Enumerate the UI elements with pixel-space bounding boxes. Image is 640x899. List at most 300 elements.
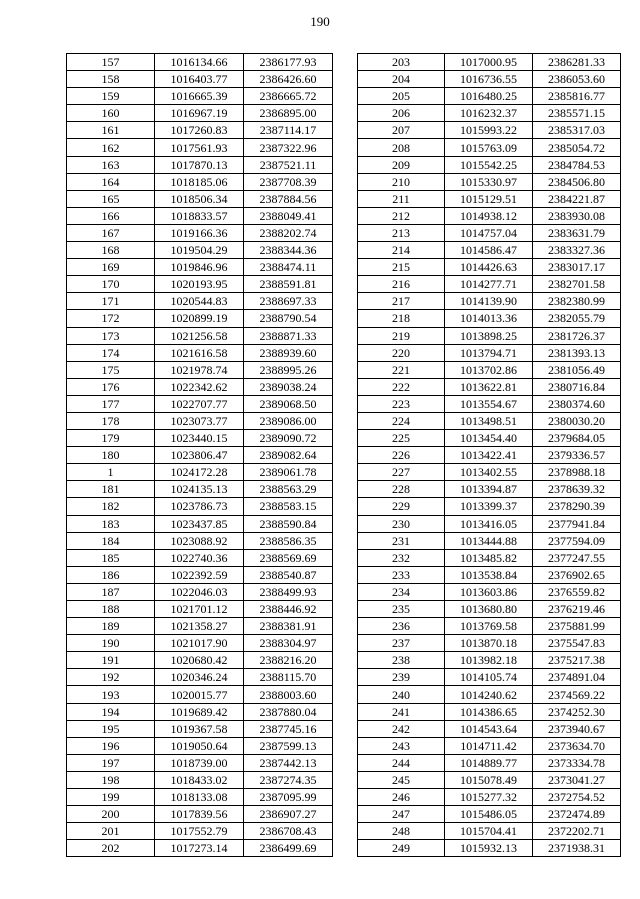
table-row bbox=[358, 806, 621, 823]
point-number-cell: 247 bbox=[358, 806, 445, 823]
table-row bbox=[67, 88, 333, 105]
point-number-cell: 208 bbox=[358, 139, 445, 156]
y-coordinate-cell: 2383327.36 bbox=[533, 242, 621, 259]
table-row bbox=[358, 635, 621, 652]
x-coordinate-cell: 1014543.64 bbox=[445, 720, 533, 737]
x-coordinate-cell: 1015277.32 bbox=[445, 789, 533, 806]
table-row bbox=[67, 139, 333, 156]
point-number-cell: 233 bbox=[358, 566, 445, 583]
x-coordinate-cell: 1017870.13 bbox=[155, 156, 244, 173]
page-number: 190 bbox=[310, 14, 330, 29]
point-number-cell: 239 bbox=[358, 669, 445, 686]
x-coordinate-cell: 1024172.28 bbox=[155, 464, 244, 481]
x-coordinate-cell: 1019166.36 bbox=[155, 224, 244, 241]
x-coordinate-cell: 1023437.85 bbox=[155, 515, 244, 532]
point-number-cell: 221 bbox=[358, 361, 445, 378]
y-coordinate-cell: 2388344.36 bbox=[244, 242, 333, 259]
table-row bbox=[67, 71, 333, 88]
point-number-cell: 197 bbox=[67, 754, 155, 771]
point-number-cell: 195 bbox=[67, 720, 155, 737]
table-row bbox=[358, 122, 621, 139]
table-row bbox=[67, 498, 333, 515]
y-coordinate-cell: 2372474.89 bbox=[533, 806, 621, 823]
y-coordinate-cell: 2389082.64 bbox=[244, 447, 333, 464]
point-number-cell: 245 bbox=[358, 771, 445, 788]
y-coordinate-cell: 2386708.43 bbox=[244, 823, 333, 840]
table-row bbox=[67, 618, 333, 635]
x-coordinate-cell: 1022342.62 bbox=[155, 378, 244, 395]
table-row bbox=[67, 276, 333, 293]
x-coordinate-cell: 1020193.95 bbox=[155, 276, 244, 293]
y-coordinate-cell: 2387114.17 bbox=[244, 122, 333, 139]
table-row bbox=[358, 173, 621, 190]
table-row bbox=[67, 156, 333, 173]
y-coordinate-cell: 2382380.99 bbox=[533, 293, 621, 310]
table-row bbox=[67, 789, 333, 806]
table-row bbox=[358, 583, 621, 600]
y-coordinate-cell: 2386499.69 bbox=[244, 840, 333, 857]
y-coordinate-cell: 2382055.79 bbox=[533, 310, 621, 327]
table-row bbox=[358, 259, 621, 276]
table-row bbox=[358, 464, 621, 481]
y-coordinate-cell: 2385816.77 bbox=[533, 88, 621, 105]
point-number-cell: 203 bbox=[358, 54, 445, 71]
y-coordinate-cell: 2380374.60 bbox=[533, 395, 621, 412]
point-number-cell: 182 bbox=[67, 498, 155, 515]
table-row bbox=[67, 771, 333, 788]
y-coordinate-cell: 2385571.15 bbox=[533, 105, 621, 122]
table-row bbox=[67, 207, 333, 224]
y-coordinate-cell: 2378639.32 bbox=[533, 481, 621, 498]
point-number-cell: 196 bbox=[67, 737, 155, 754]
table-row bbox=[67, 635, 333, 652]
table-row bbox=[67, 806, 333, 823]
point-number-cell: 191 bbox=[67, 652, 155, 669]
y-coordinate-cell: 2376559.82 bbox=[533, 583, 621, 600]
table-row bbox=[67, 583, 333, 600]
table-row bbox=[67, 173, 333, 190]
point-number-cell: 209 bbox=[358, 156, 445, 173]
y-coordinate-cell: 2386053.60 bbox=[533, 71, 621, 88]
point-number-cell: 158 bbox=[67, 71, 155, 88]
x-coordinate-cell: 1014386.65 bbox=[445, 703, 533, 720]
table-row bbox=[358, 737, 621, 754]
x-coordinate-cell: 1013622.81 bbox=[445, 378, 533, 395]
y-coordinate-cell: 2387745.16 bbox=[244, 720, 333, 737]
x-coordinate-cell: 1017561.93 bbox=[155, 139, 244, 156]
point-number-cell: 181 bbox=[67, 481, 155, 498]
point-number-cell: 249 bbox=[358, 840, 445, 857]
y-coordinate-cell: 2387708.39 bbox=[244, 173, 333, 190]
point-number-cell: 160 bbox=[67, 105, 155, 122]
y-coordinate-cell: 2377247.55 bbox=[533, 549, 621, 566]
table-row bbox=[67, 378, 333, 395]
table-row bbox=[67, 566, 333, 583]
point-number-cell: 174 bbox=[67, 344, 155, 361]
y-coordinate-cell: 2389068.50 bbox=[244, 395, 333, 412]
y-coordinate-cell: 2383017.17 bbox=[533, 259, 621, 276]
point-number-cell: 190 bbox=[67, 635, 155, 652]
table-row bbox=[358, 720, 621, 737]
table-row bbox=[358, 789, 621, 806]
table-row bbox=[67, 703, 333, 720]
table-row bbox=[358, 190, 621, 207]
y-coordinate-cell: 2388995.26 bbox=[244, 361, 333, 378]
y-coordinate-cell: 2377594.09 bbox=[533, 532, 621, 549]
table-row bbox=[67, 54, 333, 71]
x-coordinate-cell: 1019367.58 bbox=[155, 720, 244, 737]
table-row bbox=[67, 481, 333, 498]
x-coordinate-cell: 1015763.09 bbox=[445, 139, 533, 156]
x-coordinate-cell: 1013416.05 bbox=[445, 515, 533, 532]
x-coordinate-cell: 1018433.02 bbox=[155, 771, 244, 788]
point-number-cell: 212 bbox=[358, 207, 445, 224]
y-coordinate-cell: 2374252.30 bbox=[533, 703, 621, 720]
x-coordinate-cell: 1013538.84 bbox=[445, 566, 533, 583]
y-coordinate-cell: 2378988.18 bbox=[533, 464, 621, 481]
x-coordinate-cell: 1014240.62 bbox=[445, 686, 533, 703]
table-row bbox=[358, 105, 621, 122]
point-number-cell: 235 bbox=[358, 601, 445, 618]
coordinates-table-left bbox=[66, 53, 333, 857]
point-number-cell: 162 bbox=[67, 139, 155, 156]
point-number-cell: 192 bbox=[67, 669, 155, 686]
table-row bbox=[358, 276, 621, 293]
x-coordinate-cell: 1016480.25 bbox=[445, 88, 533, 105]
coordinates-table-right bbox=[357, 53, 621, 857]
point-number-cell: 189 bbox=[67, 618, 155, 635]
point-number-cell: 163 bbox=[67, 156, 155, 173]
x-coordinate-cell: 1019504.29 bbox=[155, 242, 244, 259]
point-number-cell: 207 bbox=[358, 122, 445, 139]
table-row bbox=[358, 430, 621, 447]
point-number-cell: 164 bbox=[67, 173, 155, 190]
point-number-cell: 186 bbox=[67, 566, 155, 583]
table-row bbox=[67, 105, 333, 122]
x-coordinate-cell: 1015129.51 bbox=[445, 190, 533, 207]
x-coordinate-cell: 1016665.39 bbox=[155, 88, 244, 105]
x-coordinate-cell: 1013444.88 bbox=[445, 532, 533, 549]
x-coordinate-cell: 1020680.42 bbox=[155, 652, 244, 669]
point-number-cell: 214 bbox=[358, 242, 445, 259]
table-row bbox=[358, 207, 621, 224]
point-number-cell: 232 bbox=[358, 549, 445, 566]
point-number-cell: 157 bbox=[67, 54, 155, 71]
point-number-cell: 180 bbox=[67, 447, 155, 464]
y-coordinate-cell: 2388049.41 bbox=[244, 207, 333, 224]
x-coordinate-cell: 1018833.57 bbox=[155, 207, 244, 224]
x-coordinate-cell: 1015078.49 bbox=[445, 771, 533, 788]
x-coordinate-cell: 1015993.22 bbox=[445, 122, 533, 139]
table-row bbox=[358, 686, 621, 703]
point-number-cell: 240 bbox=[358, 686, 445, 703]
y-coordinate-cell: 2388871.33 bbox=[244, 327, 333, 344]
y-coordinate-cell: 2371938.31 bbox=[533, 840, 621, 857]
x-coordinate-cell: 1019689.42 bbox=[155, 703, 244, 720]
point-number-cell: 238 bbox=[358, 652, 445, 669]
y-coordinate-cell: 2388563.29 bbox=[244, 481, 333, 498]
y-coordinate-cell: 2384221.87 bbox=[533, 190, 621, 207]
point-number-cell: 205 bbox=[358, 88, 445, 105]
y-coordinate-cell: 2374569.22 bbox=[533, 686, 621, 703]
table-row bbox=[358, 71, 621, 88]
table-row bbox=[358, 840, 621, 857]
x-coordinate-cell: 1014889.77 bbox=[445, 754, 533, 771]
y-coordinate-cell: 2388499.93 bbox=[244, 583, 333, 600]
point-number-cell: 231 bbox=[358, 532, 445, 549]
table-row bbox=[358, 54, 621, 71]
table-row bbox=[358, 139, 621, 156]
x-coordinate-cell: 1020544.83 bbox=[155, 293, 244, 310]
table-row bbox=[67, 601, 333, 618]
y-coordinate-cell: 2386177.93 bbox=[244, 54, 333, 71]
y-coordinate-cell: 2388583.15 bbox=[244, 498, 333, 515]
y-coordinate-cell: 2388591.81 bbox=[244, 276, 333, 293]
point-number-cell: 244 bbox=[358, 754, 445, 771]
point-number-cell: 175 bbox=[67, 361, 155, 378]
x-coordinate-cell: 1021978.74 bbox=[155, 361, 244, 378]
table-row bbox=[358, 412, 621, 429]
coordinates-table-right-body bbox=[358, 54, 621, 857]
x-coordinate-cell: 1015932.13 bbox=[445, 840, 533, 857]
point-number-cell: 168 bbox=[67, 242, 155, 259]
table-row bbox=[358, 447, 621, 464]
x-coordinate-cell: 1015542.25 bbox=[445, 156, 533, 173]
x-coordinate-cell: 1014711.42 bbox=[445, 737, 533, 754]
table-row bbox=[67, 447, 333, 464]
table-row bbox=[67, 344, 333, 361]
y-coordinate-cell: 2373334.78 bbox=[533, 754, 621, 771]
y-coordinate-cell: 2389090.72 bbox=[244, 430, 333, 447]
x-coordinate-cell: 1024135.13 bbox=[155, 481, 244, 498]
point-number-cell: 201 bbox=[67, 823, 155, 840]
table-row bbox=[67, 754, 333, 771]
point-number-cell: 178 bbox=[67, 412, 155, 429]
y-coordinate-cell: 2388446.92 bbox=[244, 601, 333, 618]
table-row bbox=[67, 122, 333, 139]
y-coordinate-cell: 2378290.39 bbox=[533, 498, 621, 515]
x-coordinate-cell: 1013769.58 bbox=[445, 618, 533, 635]
point-number-cell: 170 bbox=[67, 276, 155, 293]
x-coordinate-cell: 1013485.82 bbox=[445, 549, 533, 566]
x-coordinate-cell: 1017273.14 bbox=[155, 840, 244, 857]
table-row bbox=[67, 395, 333, 412]
y-coordinate-cell: 2379336.57 bbox=[533, 447, 621, 464]
table-row bbox=[67, 840, 333, 857]
x-coordinate-cell: 1018739.00 bbox=[155, 754, 244, 771]
x-coordinate-cell: 1021358.27 bbox=[155, 618, 244, 635]
x-coordinate-cell: 1023073.77 bbox=[155, 412, 244, 429]
point-number-cell: 166 bbox=[67, 207, 155, 224]
table-row bbox=[67, 242, 333, 259]
table-row bbox=[358, 823, 621, 840]
y-coordinate-cell: 2380716.84 bbox=[533, 378, 621, 395]
y-coordinate-cell: 2386426.60 bbox=[244, 71, 333, 88]
y-coordinate-cell: 2380030.20 bbox=[533, 412, 621, 429]
y-coordinate-cell: 2386895.00 bbox=[244, 105, 333, 122]
point-number-cell: 243 bbox=[358, 737, 445, 754]
table-row bbox=[358, 652, 621, 669]
point-number-cell: 1 bbox=[67, 464, 155, 481]
y-coordinate-cell: 2388790.54 bbox=[244, 310, 333, 327]
point-number-cell: 246 bbox=[358, 789, 445, 806]
table-row bbox=[67, 823, 333, 840]
point-number-cell: 206 bbox=[358, 105, 445, 122]
x-coordinate-cell: 1020899.19 bbox=[155, 310, 244, 327]
table-row bbox=[358, 88, 621, 105]
table-row bbox=[67, 737, 333, 754]
table-row bbox=[358, 549, 621, 566]
point-number-cell: 241 bbox=[358, 703, 445, 720]
table-row bbox=[67, 259, 333, 276]
table-row bbox=[67, 293, 333, 310]
x-coordinate-cell: 1013603.86 bbox=[445, 583, 533, 600]
table-row bbox=[67, 310, 333, 327]
table-row bbox=[358, 378, 621, 395]
table-row bbox=[67, 464, 333, 481]
x-coordinate-cell: 1013422.41 bbox=[445, 447, 533, 464]
point-number-cell: 165 bbox=[67, 190, 155, 207]
point-number-cell: 173 bbox=[67, 327, 155, 344]
x-coordinate-cell: 1016736.55 bbox=[445, 71, 533, 88]
y-coordinate-cell: 2385317.03 bbox=[533, 122, 621, 139]
table-row bbox=[358, 498, 621, 515]
point-number-cell: 177 bbox=[67, 395, 155, 412]
table-row bbox=[358, 618, 621, 635]
y-coordinate-cell: 2387880.04 bbox=[244, 703, 333, 720]
table-row bbox=[67, 532, 333, 549]
x-coordinate-cell: 1016134.66 bbox=[155, 54, 244, 71]
y-coordinate-cell: 2375881.99 bbox=[533, 618, 621, 635]
table-row bbox=[358, 601, 621, 618]
point-number-cell: 184 bbox=[67, 532, 155, 549]
table-row bbox=[67, 669, 333, 686]
table-row bbox=[358, 669, 621, 686]
y-coordinate-cell: 2387274.35 bbox=[244, 771, 333, 788]
x-coordinate-cell: 1020015.77 bbox=[155, 686, 244, 703]
y-coordinate-cell: 2388474.11 bbox=[244, 259, 333, 276]
x-coordinate-cell: 1014426.63 bbox=[445, 259, 533, 276]
x-coordinate-cell: 1013394.87 bbox=[445, 481, 533, 498]
x-coordinate-cell: 1019846.96 bbox=[155, 259, 244, 276]
table-row bbox=[358, 156, 621, 173]
point-number-cell: 172 bbox=[67, 310, 155, 327]
y-coordinate-cell: 2376219.46 bbox=[533, 601, 621, 618]
x-coordinate-cell: 1021701.12 bbox=[155, 601, 244, 618]
x-coordinate-cell: 1018506.34 bbox=[155, 190, 244, 207]
table-row bbox=[358, 395, 621, 412]
x-coordinate-cell: 1014277.71 bbox=[445, 276, 533, 293]
x-coordinate-cell: 1023786.73 bbox=[155, 498, 244, 515]
point-number-cell: 226 bbox=[358, 447, 445, 464]
point-number-cell: 198 bbox=[67, 771, 155, 788]
table-row bbox=[67, 515, 333, 532]
table-row bbox=[358, 310, 621, 327]
table-row bbox=[67, 190, 333, 207]
x-coordinate-cell: 1021256.58 bbox=[155, 327, 244, 344]
x-coordinate-cell: 1023806.47 bbox=[155, 447, 244, 464]
table-row bbox=[358, 532, 621, 549]
x-coordinate-cell: 1013498.51 bbox=[445, 412, 533, 429]
table-row bbox=[358, 481, 621, 498]
point-number-cell: 161 bbox=[67, 122, 155, 139]
y-coordinate-cell: 2388586.35 bbox=[244, 532, 333, 549]
point-number-cell: 218 bbox=[358, 310, 445, 327]
y-coordinate-cell: 2387521.11 bbox=[244, 156, 333, 173]
x-coordinate-cell: 1013982.18 bbox=[445, 652, 533, 669]
point-number-cell: 194 bbox=[67, 703, 155, 720]
x-coordinate-cell: 1019050.64 bbox=[155, 737, 244, 754]
point-number-cell: 220 bbox=[358, 344, 445, 361]
point-number-cell: 229 bbox=[358, 498, 445, 515]
y-coordinate-cell: 2387599.13 bbox=[244, 737, 333, 754]
point-number-cell: 223 bbox=[358, 395, 445, 412]
y-coordinate-cell: 2386907.27 bbox=[244, 806, 333, 823]
table-row bbox=[358, 242, 621, 259]
x-coordinate-cell: 1017839.56 bbox=[155, 806, 244, 823]
table-row bbox=[358, 566, 621, 583]
y-coordinate-cell: 2386281.33 bbox=[533, 54, 621, 71]
point-number-cell: 171 bbox=[67, 293, 155, 310]
y-coordinate-cell: 2386665.72 bbox=[244, 88, 333, 105]
y-coordinate-cell: 2388003.60 bbox=[244, 686, 333, 703]
point-number-cell: 200 bbox=[67, 806, 155, 823]
point-number-cell: 185 bbox=[67, 549, 155, 566]
point-number-cell: 227 bbox=[358, 464, 445, 481]
point-number-cell: 248 bbox=[358, 823, 445, 840]
x-coordinate-cell: 1017000.95 bbox=[445, 54, 533, 71]
x-coordinate-cell: 1016232.37 bbox=[445, 105, 533, 122]
y-coordinate-cell: 2383631.79 bbox=[533, 224, 621, 241]
x-coordinate-cell: 1016403.77 bbox=[155, 71, 244, 88]
point-number-cell: 169 bbox=[67, 259, 155, 276]
y-coordinate-cell: 2388939.60 bbox=[244, 344, 333, 361]
table-row bbox=[67, 412, 333, 429]
x-coordinate-cell: 1013399.37 bbox=[445, 498, 533, 515]
table-row bbox=[67, 430, 333, 447]
y-coordinate-cell: 2373634.70 bbox=[533, 737, 621, 754]
point-number-cell: 224 bbox=[358, 412, 445, 429]
point-number-cell: 193 bbox=[67, 686, 155, 703]
y-coordinate-cell: 2384506.80 bbox=[533, 173, 621, 190]
x-coordinate-cell: 1013794.71 bbox=[445, 344, 533, 361]
y-coordinate-cell: 2374891.04 bbox=[533, 669, 621, 686]
y-coordinate-cell: 2385054.72 bbox=[533, 139, 621, 156]
y-coordinate-cell: 2388569.69 bbox=[244, 549, 333, 566]
x-coordinate-cell: 1016967.19 bbox=[155, 105, 244, 122]
y-coordinate-cell: 2389061.78 bbox=[244, 464, 333, 481]
x-coordinate-cell: 1013702.86 bbox=[445, 361, 533, 378]
table-row bbox=[358, 344, 621, 361]
x-coordinate-cell: 1015330.97 bbox=[445, 173, 533, 190]
x-coordinate-cell: 1018185.06 bbox=[155, 173, 244, 190]
x-coordinate-cell: 1015704.41 bbox=[445, 823, 533, 840]
point-number-cell: 211 bbox=[358, 190, 445, 207]
x-coordinate-cell: 1017260.83 bbox=[155, 122, 244, 139]
y-coordinate-cell: 2381056.49 bbox=[533, 361, 621, 378]
table-row bbox=[67, 652, 333, 669]
table-row bbox=[67, 224, 333, 241]
table-row bbox=[358, 361, 621, 378]
y-coordinate-cell: 2373041.27 bbox=[533, 771, 621, 788]
y-coordinate-cell: 2387322.96 bbox=[244, 139, 333, 156]
table-row bbox=[67, 327, 333, 344]
point-number-cell: 204 bbox=[358, 71, 445, 88]
point-number-cell: 230 bbox=[358, 515, 445, 532]
x-coordinate-cell: 1014105.74 bbox=[445, 669, 533, 686]
table-row bbox=[358, 327, 621, 344]
y-coordinate-cell: 2387442.13 bbox=[244, 754, 333, 771]
